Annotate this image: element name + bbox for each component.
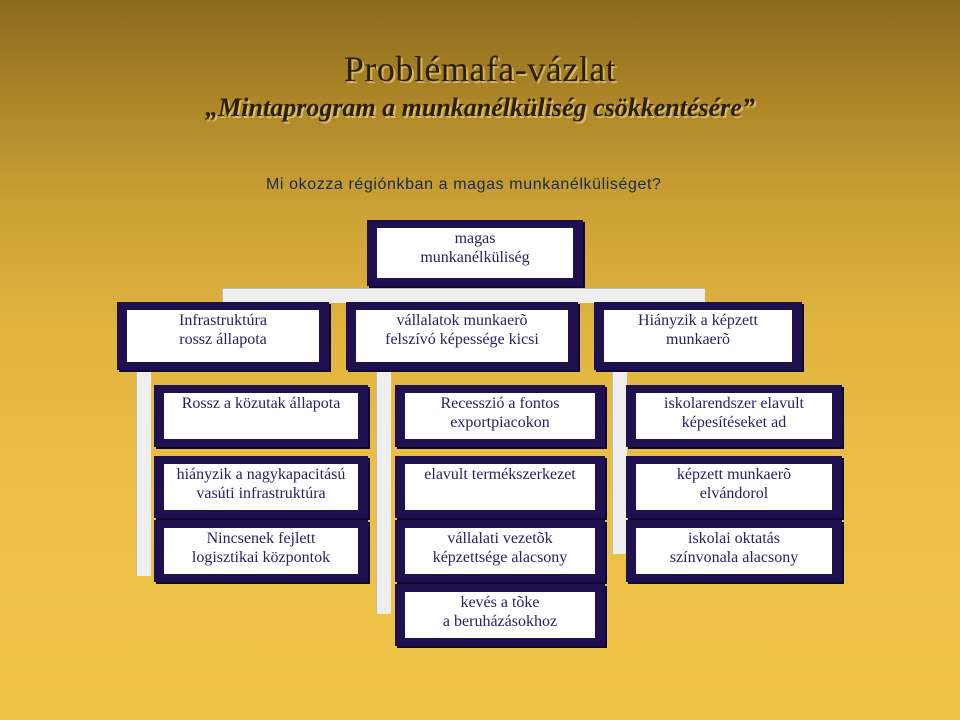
box-text-line2: felszívó képessége kicsi: [385, 331, 539, 348]
problem-box-cause-3: [594, 302, 802, 370]
box-text-line1: Rossz a közutak állapota: [181, 395, 341, 412]
box-text-line1: Nincsenek fejlett: [206, 530, 316, 547]
problem-box-sub-2-3: [395, 520, 605, 582]
page-subtitle: „Mintaprogram a munkanélküliség csökkentésére”: [205, 93, 755, 122]
box-text-line2: színvonala alacsony: [669, 549, 799, 566]
connector-column-2: [376, 363, 391, 614]
box-text-line2: logisztikai központok: [191, 549, 331, 566]
box-text-line1: magas: [454, 230, 496, 247]
problem-box-root: [367, 220, 583, 286]
box-text-line1: hiányzik a nagykapacitású: [176, 466, 346, 483]
connector-column-3: [612, 363, 627, 554]
problem-box-cause-2: [346, 302, 578, 370]
box-text-line2: képzettsége alacsony: [432, 549, 568, 566]
box-text-line1: iskolarendszer elavult: [664, 395, 804, 412]
problem-box-sub-2-4: [395, 584, 605, 646]
box-text-line1: képzett munkaerõ: [676, 466, 792, 483]
page-title: Problémafa-vázlat: [343, 49, 617, 89]
box-text-line1: elavult termékszerkezet: [424, 466, 576, 483]
problem-box-sub-3-3: [626, 520, 842, 582]
connector-root-to-level1: [222, 288, 705, 303]
box-text-line2: rossz állapota: [179, 331, 267, 348]
box-text-line2: elvándorol: [699, 485, 769, 502]
problem-box-sub-1-1: [154, 385, 368, 447]
question-text: Mi okozza régiónkban a magas munkanélküliséget?: [266, 176, 662, 193]
box-text-line1: kevés a tõke: [460, 594, 540, 611]
box-text-line1: Infrastruktúra: [179, 312, 267, 329]
problem-box-sub-3-1: [626, 385, 842, 447]
box-text-line2: képesítéseket ad: [681, 414, 787, 431]
problem-box-sub-1-2: [154, 456, 368, 518]
box-text-line1: Hiányzik a képzett: [638, 312, 758, 329]
box-text-line2: munkanélküliség: [420, 249, 530, 266]
box-text-line2: munkaerõ: [666, 331, 730, 348]
problem-box-sub-2-1: [395, 385, 605, 447]
box-text-line1: vállalati vezetõk: [447, 530, 553, 547]
box-text-line2: a beruházásokhoz: [442, 613, 558, 630]
problem-box-sub-3-2: [626, 456, 842, 518]
box-text-line1: iskolai oktatás: [688, 530, 780, 547]
problem-box-sub-2-2: [395, 456, 605, 518]
problem-box-cause-1: [117, 302, 329, 370]
problem-box-sub-1-3: [154, 520, 368, 582]
connector-column-1: [136, 363, 151, 576]
box-text-line2: vasúti infrastruktúra: [196, 485, 326, 502]
box-text-line2: exportpiacokon: [450, 414, 550, 431]
box-text-line1: vállalatok munkaerõ: [396, 312, 528, 329]
box-text-line1: Recesszió a fontos: [440, 395, 560, 412]
